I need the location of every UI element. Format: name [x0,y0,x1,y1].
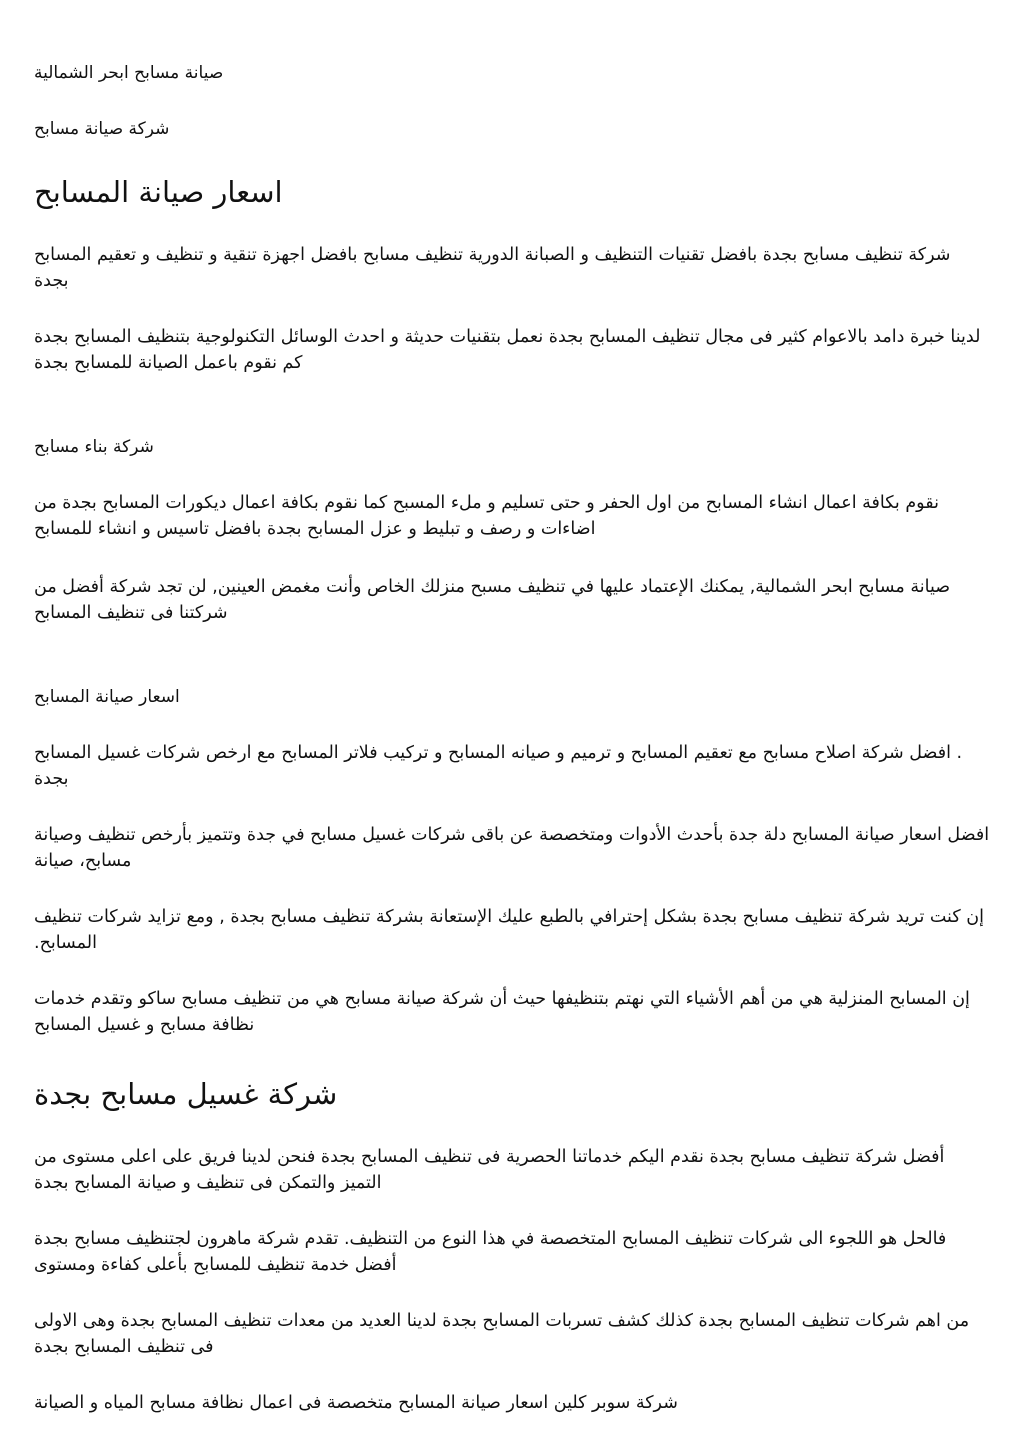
paragraph-reliability: صيانة مسابح ابحر الشمالية, يمكنك الإعتماد عليها في تنظيف مسبح منزلك الخاص وأنت مغمض العينين, لن تجد شركة أفضل من شركتنا فى تنظيف المسابح [34,577,951,623]
paragraph-best-prices: افضل اسعار صيانة المسابح دلة جدة بأحدث الأدوات ومتخصصة عن باقى شركات غسيل مسابح في جدة وتتميز بأرخص تنظيف وصيانة مسابح، صيانة [34,825,990,871]
intro-line-pool-maintenance-company: شركة صيانة مسابح [34,119,170,139]
paragraph-professional-cleaning: إن كنت تريد شركة تنظيف مسابح بجدة بشكل إحترافي بالطبع عليك الإستعانة بشركة تنظيف مسابح بجدة , ومع تزايد شركات تنظيف المسابح. [34,907,984,953]
heading-pool-washing-jeddah: شركة غسيل مسابح بجدة [34,1077,338,1111]
paragraph-experience: لدينا خبرة دامد بالاعوام كثير فى مجال تنظيف المسابح بجدة نعمل بتقنيات حديثة و احدث الوسائل التكنولوجية بتنظيف المسابح بجدة كم نقوم باعمل الصيانة للمسابح بجدة [34,327,981,373]
paragraph-repair-sterilization: . افضل شركة اصلاح مسابح مع تعقيم المسابح و ترميم و صيانه المسابح و تركيب فلاتر المسابح مع ارخص شركات غسيل المسابح بجدة [34,743,963,789]
section-label-maintenance-prices: اسعار صيانة المسابح [34,687,180,707]
intro-line-pools-abhur: صيانة مسابح ابحر الشمالية [34,63,224,83]
document-body [34,60,990,1416]
section-label-pool-building: شركة بناء مسابح [34,437,154,457]
paragraph-construction-services: نقوم بكافة اعمال انشاء المسابح من اول الحفر و حتى تسليم و ملء المسبح كما نقوم بكافة اعمال ديكورات المسابح بجدة من اضاءات و رصف و تبليط و عزل المسابح بجدة بافضل تاسيس و انشاء للمسابح [34,493,939,539]
paragraph-home-pools: إن المسابح المنزلية هي من أهم الأشياء التي نهتم بتنظيفها حيث أن شركة صيانة مسابح هي من تنظيف مسابح ساكو وتقدم خدمات نظافة مسابح و غسيل المسابح [34,989,970,1035]
paragraph-exclusive-services: أفضل شركة تنظيف مسابح بجدة نقدم اليكم خدماتنا الحصرية فى تنظيف المسابح بجدة فنحن لدينا فريق على اعلى مستوى من التميز والتمكن فى تنظيف و صيانة المسابح بجدة [34,1147,945,1193]
paragraph-leak-detection: من اهم شركات تنظيف المسابح بجدة كذلك كشف تسربات المسابح بجدة لدينا العديد من معدات تنظيف المسابح بجدة وهى الاولى فى تنظيف المسابح بجدة [34,1311,970,1357]
paragraph-cleaning-techniques: شركة تنظيف مسابح بجدة بافضل تقنيات التنظيف و الصبانة الدورية تنظيف مسابح بافضل اجهزة تنقية و تنظيف و تعقيم المسابح بجدة [34,245,951,291]
paragraph-super-clean: شركة سوبر كلين اسعار صيانة المسابح متخصصة فى اعمال نظافة مسابح المياه و الصيانة [34,1393,678,1413]
paragraph-specialized-companies: فالحل هو اللجوء الى شركات تنظيف المسابح المتخصصة في هذا النوع من التنظيف. تقدم شركة ماهرون لجتنظيف مسابح بجدة أفضل خدمة تنظيف للمسابح بأعلى كفاءة ومستوى [34,1229,947,1275]
heading-pool-maintenance-prices: اسعار صيانة المسابح [34,175,283,209]
